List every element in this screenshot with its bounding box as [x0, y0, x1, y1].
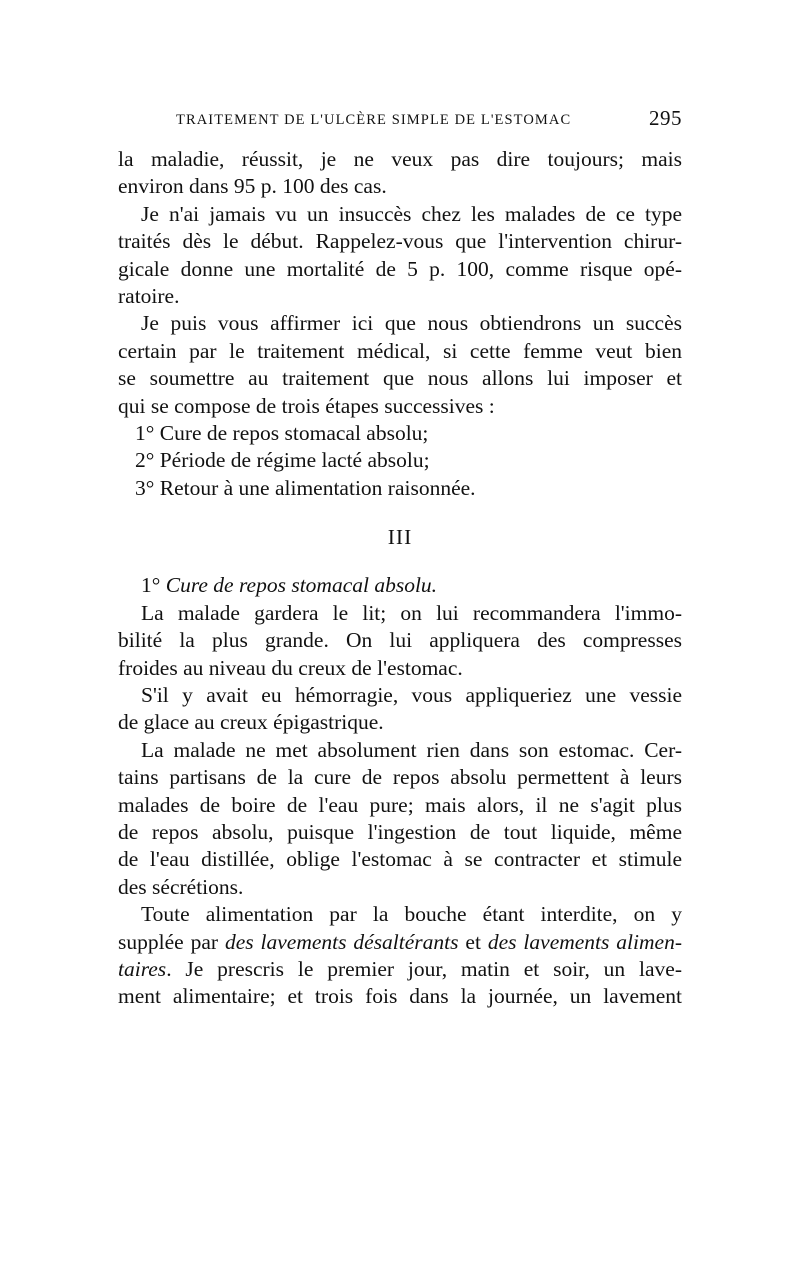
list-item: 2° Période de régime lacté absolu;	[135, 448, 430, 473]
text-line: bilité la plus grande. On lui appliquera des compresses	[118, 628, 682, 653]
subsection-number: 1°	[141, 573, 161, 598]
text-line: Je n'ai jamais vu un insuccès chez les malades de ce type	[141, 201, 682, 226]
italic-phrase: taires	[118, 956, 167, 981]
text-run: et	[458, 929, 488, 954]
italic-phrase: des lavements alimen-	[487, 929, 682, 954]
list-item: 3° Retour à une alimentation raisonnée.	[135, 475, 476, 500]
text-line: des sécrétions.	[118, 874, 244, 899]
text-line: Je puis vous affirmer ici que nous obtiendrons un succès	[141, 311, 682, 336]
running-title: TRAITEMENT DE L'ULCÈRE SIMPLE DE L'ESTOMAC	[176, 112, 572, 128]
italic-phrase: des lavements désaltérants	[224, 929, 459, 954]
subsection-title: Cure de repos stomacal absolu.	[165, 573, 438, 598]
text-run: supplée par	[118, 929, 225, 954]
text-line: certain par le traitement médical, si cette femme veut bien	[118, 338, 682, 363]
text-line: de repos absolu, puisque l'ingestion de tout liquide, même	[118, 819, 682, 844]
text-line: la maladie, réussit, je ne veux pas dire toujours; mais	[118, 147, 682, 171]
text-line	[118, 956, 682, 983]
list-item: 1° Cure de repos stomacal absolu;	[135, 420, 429, 445]
text-line: ratoire.	[118, 283, 180, 308]
text-line: se soumettre au traitement que nous allons lui imposer et	[118, 366, 682, 391]
section-number: III	[387, 525, 413, 550]
text-line: S'il y avait eu hémorragie, vous appliqueriez une vessie	[141, 683, 682, 708]
text-line: qui se compose de trois étapes successives :	[118, 393, 495, 418]
text-line: La malade gardera le lit; on lui recommandera l'immo-	[141, 600, 682, 625]
page-header	[118, 106, 682, 134]
text-line: de glace au creux épigastrique.	[118, 710, 384, 735]
subsection-heading	[118, 572, 682, 599]
text-line: ment alimentaire; et trois fois dans la journée, un lavement	[118, 984, 682, 1009]
text-line: malades de boire de l'eau pure; mais alors, il ne s'agit plus	[118, 792, 682, 817]
text-line: Toute alimentation par la bouche étant interdite, on y	[141, 902, 682, 927]
page-number: 295	[649, 106, 682, 130]
text-line: La malade ne met absolument rien dans son estomac. Cer-	[141, 737, 682, 762]
text-line: froides au niveau du creux de l'estomac.	[118, 655, 463, 680]
text-line: environ dans 95 p. 100 des cas.	[118, 174, 387, 199]
text-line: traités dès le début. Rappelez-vous que l'intervention chirur-	[118, 229, 682, 254]
text-run: . Je prescris le premier jour, matin et soir, un lave-	[166, 956, 682, 981]
body-text	[118, 146, 682, 1011]
text-line	[118, 929, 682, 956]
text-line: tains partisans de la cure de repos absolu permettent à leurs	[118, 765, 682, 790]
text-line: gicale donne une mortalité de 5 p. 100, comme risque opé-	[118, 256, 682, 281]
text-line: de l'eau distillée, oblige l'estomac à se contracter et stimule	[118, 847, 682, 872]
